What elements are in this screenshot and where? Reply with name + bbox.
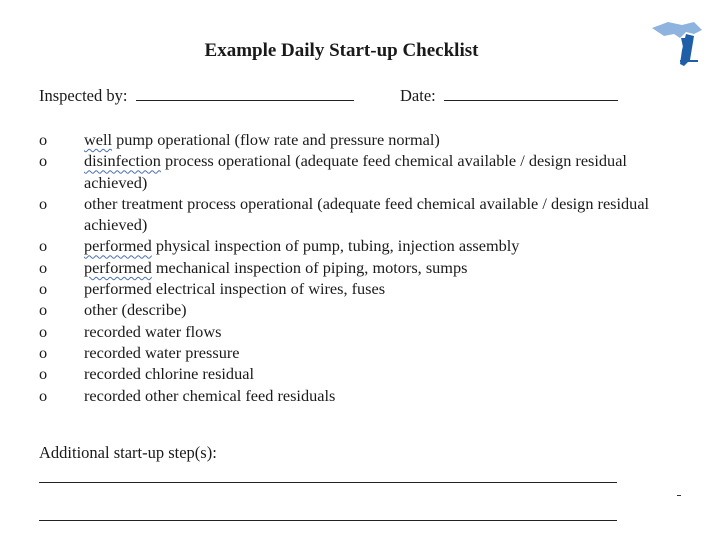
checklist-item: [39, 193, 679, 236]
checklist-item: [39, 129, 679, 150]
checklist-item-text: well pump operational (flow rate and pressure normal): [84, 130, 440, 149]
spellcheck-underlined-word: disinfection: [84, 151, 161, 171]
checkbox-bullet: o: [39, 300, 48, 320]
date-line: [444, 99, 618, 101]
checklist-item-text: recorded chlorine residual: [84, 364, 254, 384]
inspected-by-field: [39, 86, 354, 106]
checklist-item-text: recorded water pressure: [84, 342, 240, 362]
checklist-item: [39, 278, 679, 299]
page-mark: [677, 495, 681, 496]
checklist: [39, 129, 679, 406]
inspected-by-label: Inspected by:: [39, 86, 128, 105]
checklist-item: [39, 342, 679, 363]
page-title: Example Daily Start-up Checklist: [204, 40, 479, 61]
checklist-item-text: disinfection process operational (adequate feed chemical available / design residual achieved): [84, 151, 627, 192]
checklist-item: [39, 363, 679, 384]
spellcheck-underlined-word: well: [84, 130, 113, 149]
organization-logo-icon: [650, 20, 710, 68]
checklist-item: [39, 385, 679, 406]
checkbox-bullet: o: [39, 364, 48, 384]
checklist-item: [39, 150, 679, 193]
additional-steps-line-1: [39, 482, 617, 483]
checkbox-bullet: o: [39, 130, 48, 149]
checklist-item: [39, 235, 679, 256]
checklist-item: [39, 257, 679, 278]
checklist-item-text: performed electrical inspection of wires, fuses: [84, 279, 386, 299]
checkbox-bullet: o: [39, 236, 48, 256]
date-label: Date:: [400, 86, 436, 105]
spellcheck-underlined-word: performed: [84, 236, 152, 256]
checklist-item: [39, 299, 679, 320]
checklist-item: [39, 321, 679, 342]
checklist-item-text: other treatment process operational (adequate feed chemical available / design residual achieved): [84, 193, 650, 235]
checkbox-bullet: o: [39, 151, 48, 171]
checklist-item-text: recorded water flows: [84, 321, 222, 341]
checkbox-bullet: o: [39, 342, 48, 362]
checkbox-bullet: o: [39, 193, 48, 213]
inspected-by-line: [136, 99, 354, 101]
checkbox-bullet: o: [39, 257, 48, 277]
date-field: [400, 86, 618, 106]
checkbox-bullet: o: [39, 385, 48, 405]
checklist-item-text: other (describe): [84, 300, 187, 320]
checklist-item-text: performed physical inspection of pump, tubing, injection assembly: [84, 236, 520, 256]
checkbox-bullet: o: [39, 279, 48, 299]
spellcheck-underlined-word: performed: [84, 257, 152, 277]
additional-steps-label: Additional start-up step(s):: [39, 443, 217, 462]
checkbox-bullet: o: [39, 321, 48, 341]
checklist-item-text: recorded other chemical feed residuals: [84, 385, 336, 405]
checklist-item-text: performed mechanical inspection of piping, motors, sumps: [84, 257, 468, 277]
additional-steps-line-2: [39, 520, 617, 521]
